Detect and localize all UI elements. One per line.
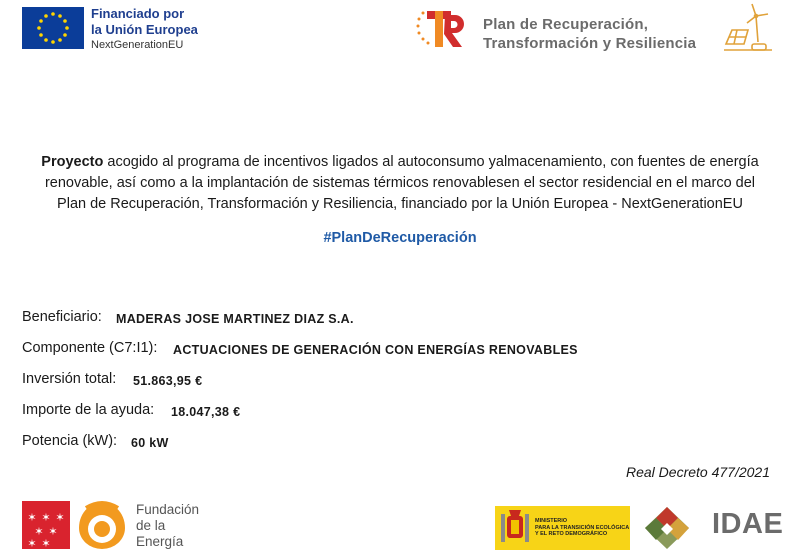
wind-solar-icon	[722, 2, 774, 54]
madrid-stars-icon	[22, 501, 70, 549]
comunidad-madrid-flag	[22, 501, 70, 549]
spain-coat-of-arms-icon	[497, 506, 533, 550]
svg-text:✶: ✶	[41, 537, 51, 549]
real-decreto: Real Decreto 477/2021	[626, 464, 770, 480]
fundacion-line3: Energía	[136, 534, 184, 549]
svg-text:✶: ✶	[41, 511, 51, 524]
hashtag: #PlanDeRecuperación	[323, 230, 477, 246]
ministerio-logo	[495, 506, 630, 550]
potencia-value: 60 kW	[131, 436, 169, 450]
fundacion-energia-logo	[76, 500, 128, 550]
idae-logo-mark	[643, 505, 691, 551]
svg-text:✶: ✶	[48, 525, 58, 538]
plan-title-line1: Plan de Recuperación,	[483, 16, 649, 33]
ministerio-line3: Y EL RETO DEMOGRÁFICO	[535, 531, 608, 537]
eu-funding-line2: la Unión Europea	[91, 22, 198, 37]
intro-line1: acogido al programa de incentivos ligados al autoconsumo yalmacenamiento, con fuentes de energía	[103, 154, 759, 170]
componente-value: ACTUACIONES DE GENERACIÓN CON ENERGÍAS RENOVABLES	[173, 343, 578, 357]
intro-line2: renovable, así como a la implantación de sistemas térmicos renovablesen el sector residencial en el marco del	[44, 175, 756, 191]
inversion-value: 51.863,95 €	[133, 374, 203, 388]
fundacion-line2: de la	[136, 518, 166, 533]
ayuda-label: Importe de la ayuda:	[22, 402, 155, 418]
inversion-label: Inversión total:	[22, 371, 117, 387]
beneficiario-value: MADERAS JOSE MARTINEZ DIAZ S.A.	[116, 312, 354, 326]
fundacion-line1: Fundación	[136, 502, 200, 517]
eu-stars-icon	[22, 7, 84, 49]
eu-funding-line3: NextGenerationEU	[91, 39, 184, 51]
ministerio-text	[535, 518, 629, 538]
fundacion-drop-icon	[76, 500, 128, 550]
svg-text:✶: ✶	[27, 511, 37, 524]
idae-wordmark: IDAE	[712, 508, 784, 540]
svg-text:✶: ✶	[34, 525, 44, 538]
ministerio-line2: PARA LA TRANSICIÓN ECOLÓGICA	[535, 524, 630, 531]
project-lead: Proyecto	[41, 154, 104, 170]
prtr-logo	[415, 5, 471, 49]
prtr-tr-icon	[415, 5, 471, 49]
eu-funding-line1: Financiado por	[91, 6, 185, 21]
plan-title-line2: Transformación y Resiliencia	[483, 35, 697, 52]
beneficiario-label: Beneficiario:	[22, 309, 102, 325]
ministerio-line1: MINISTERIO	[535, 518, 568, 524]
idae-diamond-icon	[643, 505, 691, 551]
componente-label: Componente (C7:I1):	[22, 340, 158, 356]
eu-flag-logo	[22, 7, 84, 49]
svg-text:✶: ✶	[55, 511, 65, 524]
potencia-label: Potencia (kW):	[22, 433, 118, 449]
svg-text:✶: ✶	[27, 537, 37, 549]
intro-line3: Plan de Recuperación, Transformación y Resiliencia, financiado por la Unión Europea - NextGenerationEU	[57, 196, 743, 212]
project-description	[20, 152, 780, 215]
ayuda-value: 18.047,38 €	[171, 405, 241, 419]
